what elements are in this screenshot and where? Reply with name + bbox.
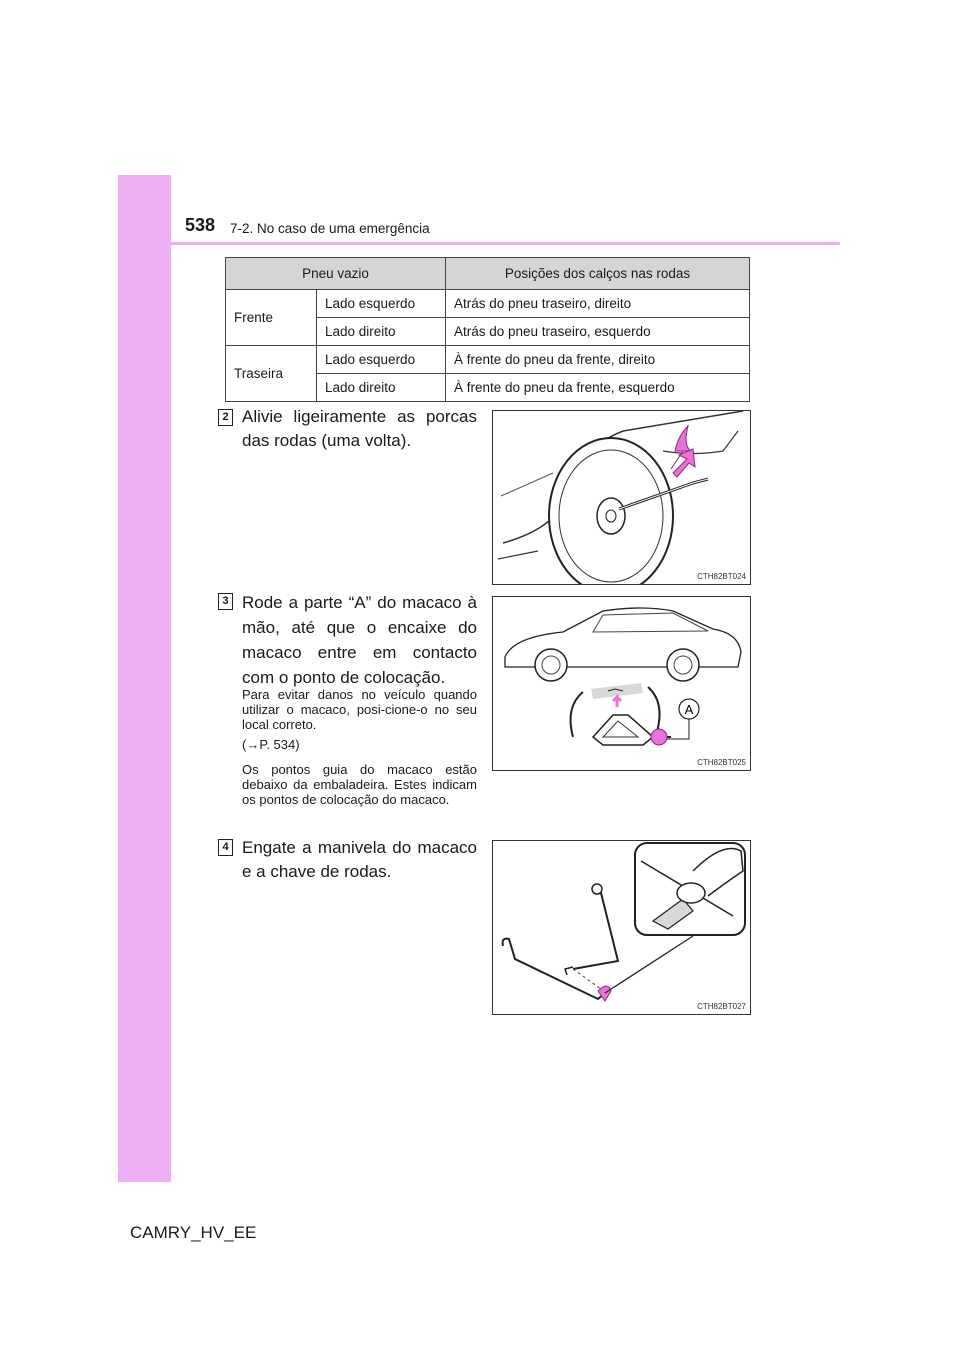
table-cell-position: À frente do pneu da frente, direito <box>446 346 750 374</box>
step-2-number-box: 2 <box>218 409 233 426</box>
page-number: 538 <box>185 215 216 235</box>
table-cell-side: Lado esquerdo <box>317 290 446 318</box>
chock-position-table <box>225 257 750 402</box>
side-tab-band <box>118 175 171 1182</box>
handle-and-wrench-drawing <box>493 841 750 1014</box>
section-title: 7-2. No caso de uma emergência <box>230 221 430 236</box>
table-row <box>226 290 750 318</box>
footer-model-code: CAMRY_HV_EE <box>130 1223 257 1242</box>
table-header-row <box>226 258 750 290</box>
table-header-chock-position: Posições dos calços nas rodas <box>446 258 750 290</box>
table-cell-side: Lado direito <box>317 318 446 346</box>
table-cell-side: Lado esquerdo <box>317 346 446 374</box>
table-group-rear: Traseira <box>226 346 317 402</box>
wheel-wrench-drawing <box>493 411 750 584</box>
jack-handle-wrench-illustration <box>492 840 751 1015</box>
part-a-label: A <box>684 702 694 717</box>
step-4-text: Engate a manivela do macaco e a chave de rodas. <box>242 838 477 881</box>
table-cell-position: À frente do pneu da frente, esquerdo <box>446 374 750 402</box>
table-cell-position: Atrás do pneu traseiro, direito <box>446 290 750 318</box>
jack-raising-illustration <box>492 596 751 771</box>
header-rule <box>118 242 840 245</box>
step-3-note-guides: Os pontos guia do macaco estão debaixo da embaladeira. Estes indicam os pontos de colocação do macaco. <box>242 762 477 807</box>
figure-code: CTH82BT024 <box>697 572 746 581</box>
figure-code: CTH82BT027 <box>697 1002 746 1011</box>
step-2-text: Alivie ligeiramente as porcas das rodas (uma volta). <box>242 407 477 450</box>
loosen-wheel-nuts-illustration <box>492 410 751 585</box>
step-3-text: Rode a parte “A” do macaco à mão, até que o encaixe do macaco entre em contacto com o ponto de colocação. <box>242 593 477 687</box>
table-row <box>226 346 750 374</box>
figure-code: CTH82BT025 <box>697 758 746 767</box>
step-3-note-reference: (→P. 534) <box>242 737 300 752</box>
table-group-front: Frente <box>226 290 317 346</box>
table-cell-side: Lado direito <box>317 374 446 402</box>
step-3-number-box: 3 <box>218 593 233 610</box>
car-and-jack-drawing <box>493 597 750 770</box>
step-4-number-box: 4 <box>218 839 233 856</box>
table-cell-position: Atrás do pneu traseiro, esquerdo <box>446 318 750 346</box>
step-3-note-placement: Para evitar danos no veículo quando utilizar o macaco, posi-cione-o no seu local correto. <box>242 687 477 732</box>
table-header-flat-tire: Pneu vazio <box>226 258 446 290</box>
